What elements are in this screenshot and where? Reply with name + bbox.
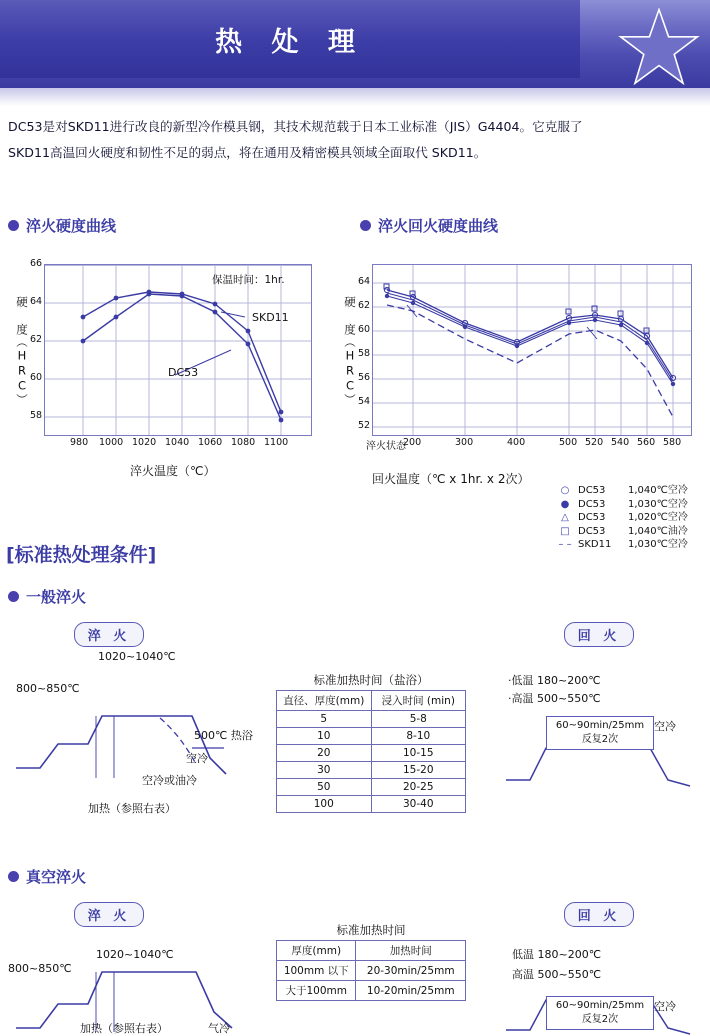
legend-item <box>558 484 688 498</box>
page-header <box>0 0 710 88</box>
legend-symbol-circle-filled-icon: ● <box>560 498 570 510</box>
intro-paragraph <box>8 114 702 166</box>
vacuum-heating-time-table <box>276 940 466 1001</box>
legend-item <box>558 498 688 512</box>
vacuum-gas-cool: 气冷 <box>208 1022 230 1035</box>
bullet-dot-icon <box>8 871 19 882</box>
chart1-ytick-62: 62 <box>30 334 43 345</box>
table-row <box>277 745 466 762</box>
chart2-xtick-quenched: 淬火状态 <box>366 441 406 452</box>
chart2-ytick-58: 58 <box>358 348 371 359</box>
heading-text: 真空淬火 <box>26 868 87 886</box>
table-row <box>277 762 466 779</box>
table-col-time: 加热时间 <box>356 941 466 961</box>
table-row <box>277 981 466 1001</box>
general-table-title: 标准加热时间（盐浴） <box>313 673 429 687</box>
chart2-xtick-400: 400 <box>507 437 526 448</box>
legend-symbol-dashed-line-icon: – – <box>558 539 572 550</box>
general-temper-repeat: 反复2次 <box>581 734 619 745</box>
chart1-svg <box>45 265 311 435</box>
legend-label: DC53 <box>578 512 606 523</box>
cell-diameter: 30 <box>277 762 372 779</box>
heading-standard-conditions: [标准热处理条件] <box>6 544 157 566</box>
vacuum-heat-note: 加热（参照右表） <box>80 1022 168 1035</box>
chart1-y-axis-label: 硬 度（HRC） <box>15 296 29 406</box>
cell-diameter: 20 <box>277 745 372 762</box>
heading-temper-curve <box>360 215 498 236</box>
legend-label: SKD11 <box>578 539 612 550</box>
tag-temper-vacuum: 回 火 <box>564 902 634 927</box>
chart1-ytick-66: 66 <box>30 258 43 269</box>
chart2-legend <box>558 484 688 552</box>
vacuum-quench-profile <box>10 928 268 1035</box>
table-col-thickness: 厚度(mm) <box>277 941 356 961</box>
vacuum-temper-repeat: 反复2次 <box>581 1014 619 1025</box>
heading-quench-curve <box>8 215 116 236</box>
chart1-xtick-1080: 1080 <box>231 437 256 448</box>
bullet-dot-icon <box>8 591 19 602</box>
cell-time: 5-8 <box>371 711 465 728</box>
general-temper-note-box <box>546 716 654 750</box>
general-temper-air-cool: 空冷 <box>654 720 676 733</box>
table-row <box>277 728 466 745</box>
chart2-plot-area <box>372 264 692 436</box>
cell-time: 20-30min/25mm <box>356 961 466 981</box>
chart2-ytick-64: 64 <box>358 276 371 287</box>
chart1-ytick-64: 64 <box>30 296 43 307</box>
cell-time: 10-15 <box>371 745 465 762</box>
tag-temper-general: 回 火 <box>564 622 634 647</box>
general-salt-bath: 500℃ 热浴 <box>194 729 253 742</box>
cell-thickness: 大于100mm <box>277 981 356 1001</box>
cell-time: 10-20min/25mm <box>356 981 466 1001</box>
vacuum-temper-low: 低温 180~200℃ <box>512 948 602 961</box>
heading-vacuum-quench <box>8 866 86 887</box>
heading-text: 淬火回火硬度曲线 <box>378 217 499 235</box>
tag-quench-vacuum: 淬 火 <box>74 902 144 927</box>
cell-time: 30-40 <box>371 796 465 813</box>
general-temper-high: ·高温 500~550℃ <box>508 692 601 705</box>
table-row <box>277 796 466 813</box>
table-header-row <box>277 941 466 961</box>
legend-desc: 1,040℃空冷 <box>628 485 688 496</box>
vacuum-temper-high: 高温 500~550℃ <box>512 968 602 981</box>
general-air-or-oil: 空冷或油冷 <box>142 774 197 787</box>
table-row <box>277 711 466 728</box>
legend-item <box>558 511 688 525</box>
legend-desc: 1,030℃空冷 <box>628 498 688 510</box>
general-air-cool: 空冷 <box>186 752 208 765</box>
general-pre-temp: 800~850℃ <box>16 682 80 695</box>
table-row <box>277 779 466 796</box>
chart1-xtick-1060: 1060 <box>198 437 223 448</box>
heading-text: 一般淬火 <box>26 588 87 606</box>
header-gradient <box>0 88 710 106</box>
general-temper-time: 60~90min/25mm <box>555 720 645 731</box>
bullet-dot-icon <box>8 220 19 231</box>
chart1-plot-area <box>44 264 312 436</box>
star-icon <box>616 8 702 88</box>
chart2-xtick-300: 300 <box>455 437 474 448</box>
chart2-svg <box>373 265 691 435</box>
chart2-ytick-60: 60 <box>358 324 371 335</box>
chart1-ytick-58: 58 <box>30 410 43 421</box>
chart1-xtick-1100: 1100 <box>264 437 289 448</box>
chart2-xtick-200: 200 <box>403 437 422 448</box>
legend-item <box>558 525 688 539</box>
chart1-series-label-skd11: SKD11 <box>252 311 289 324</box>
legend-desc: 1,020℃空冷 <box>628 512 688 523</box>
legend-item <box>558 538 688 552</box>
intro-line-2: SKD11高温回火硬度和韧性不足的弱点，将在通用及精密模具领域全面取代 SKD11。 <box>8 145 487 160</box>
chart2-ytick-62: 62 <box>358 300 371 311</box>
legend-desc: 1,040℃油冷 <box>628 525 688 537</box>
chart2-xtick-500: 500 <box>559 437 578 448</box>
chart2-xtick-540: 540 <box>611 437 630 448</box>
chart1-annotation: 保温时间：1hr. <box>212 274 285 286</box>
vacuum-peak-temp: 1020~1040℃ <box>96 948 174 961</box>
table-header-row <box>277 691 466 711</box>
vacuum-pre-temp: 800~850℃ <box>8 962 72 975</box>
cell-time: 20-25 <box>371 779 465 796</box>
general-quench-profile <box>10 648 268 788</box>
chart1-series-label-dc53: DC53 <box>168 366 199 379</box>
legend-label: DC53 <box>578 525 606 537</box>
chart2-y-axis-label: 硬 度（HRC） <box>343 296 357 406</box>
legend-label: DC53 <box>578 485 606 496</box>
heading-general-quench <box>8 586 86 607</box>
chart1-x-axis-label: 淬火温度（℃） <box>130 464 216 478</box>
legend-desc: 1,030℃空冷 <box>628 539 688 550</box>
chart2-ytick-56: 56 <box>358 372 371 383</box>
heading-text: 淬火硬度曲线 <box>26 217 117 235</box>
general-temper-low: ·低温 180~200℃ <box>508 674 601 687</box>
cell-diameter: 5 <box>277 711 372 728</box>
vacuum-table-title: 标准加热时间 <box>336 923 406 937</box>
chart2-ytick-52: 52 <box>358 420 371 431</box>
table-col-diameter: 直径、厚度(mm) <box>277 691 372 711</box>
cell-diameter: 10 <box>277 728 372 745</box>
vacuum-temper-air-cool: 空冷 <box>654 1000 676 1013</box>
chart2-x-axis-label: 回火温度（℃ x 1hr. x 2次） <box>372 472 530 486</box>
legend-symbol-triangle-icon: △ <box>561 512 569 523</box>
general-heating-time-table <box>276 690 466 813</box>
cell-time: 8-10 <box>371 728 465 745</box>
chart2-xtick-580: 580 <box>663 437 682 448</box>
chart1-ytick-60: 60 <box>30 372 43 383</box>
table-row <box>277 961 466 981</box>
chart2-xtick-520: 520 <box>585 437 604 448</box>
chart1-xtick-1040: 1040 <box>165 437 190 448</box>
general-heat-note: 加热（参照右表） <box>88 802 176 815</box>
legend-symbol-circle-open-icon: ○ <box>560 485 570 496</box>
cell-time: 15-20 <box>371 762 465 779</box>
legend-symbol-square-icon: □ <box>560 525 570 537</box>
chart1-xtick-1000: 1000 <box>99 437 124 448</box>
chart1-xtick-980: 980 <box>70 437 89 448</box>
page-title: 热 处 理 <box>215 27 365 58</box>
vacuum-temper-note-box <box>546 996 654 1030</box>
chart2-ytick-54: 54 <box>358 396 371 407</box>
chart2-xtick-560: 560 <box>637 437 656 448</box>
table-col-time: 浸入时间 (min) <box>371 691 465 711</box>
chart1-xtick-1020: 1020 <box>132 437 157 448</box>
tag-quench-general: 淬 火 <box>74 622 144 647</box>
intro-line-1: DC53是对SKD11进行改良的新型冷作模具钢，其技术规范载于日本工业标准（JIS）G4404。它克服了 <box>8 119 583 134</box>
vacuum-temper-time: 60~90min/25mm <box>555 1000 645 1011</box>
legend-label: DC53 <box>578 498 606 510</box>
cell-diameter: 100 <box>277 796 372 813</box>
general-peak-temp: 1020~1040℃ <box>98 650 176 663</box>
cell-diameter: 50 <box>277 779 372 796</box>
cell-thickness: 100mm 以下 <box>277 961 356 981</box>
bullet-dot-icon <box>360 220 371 231</box>
